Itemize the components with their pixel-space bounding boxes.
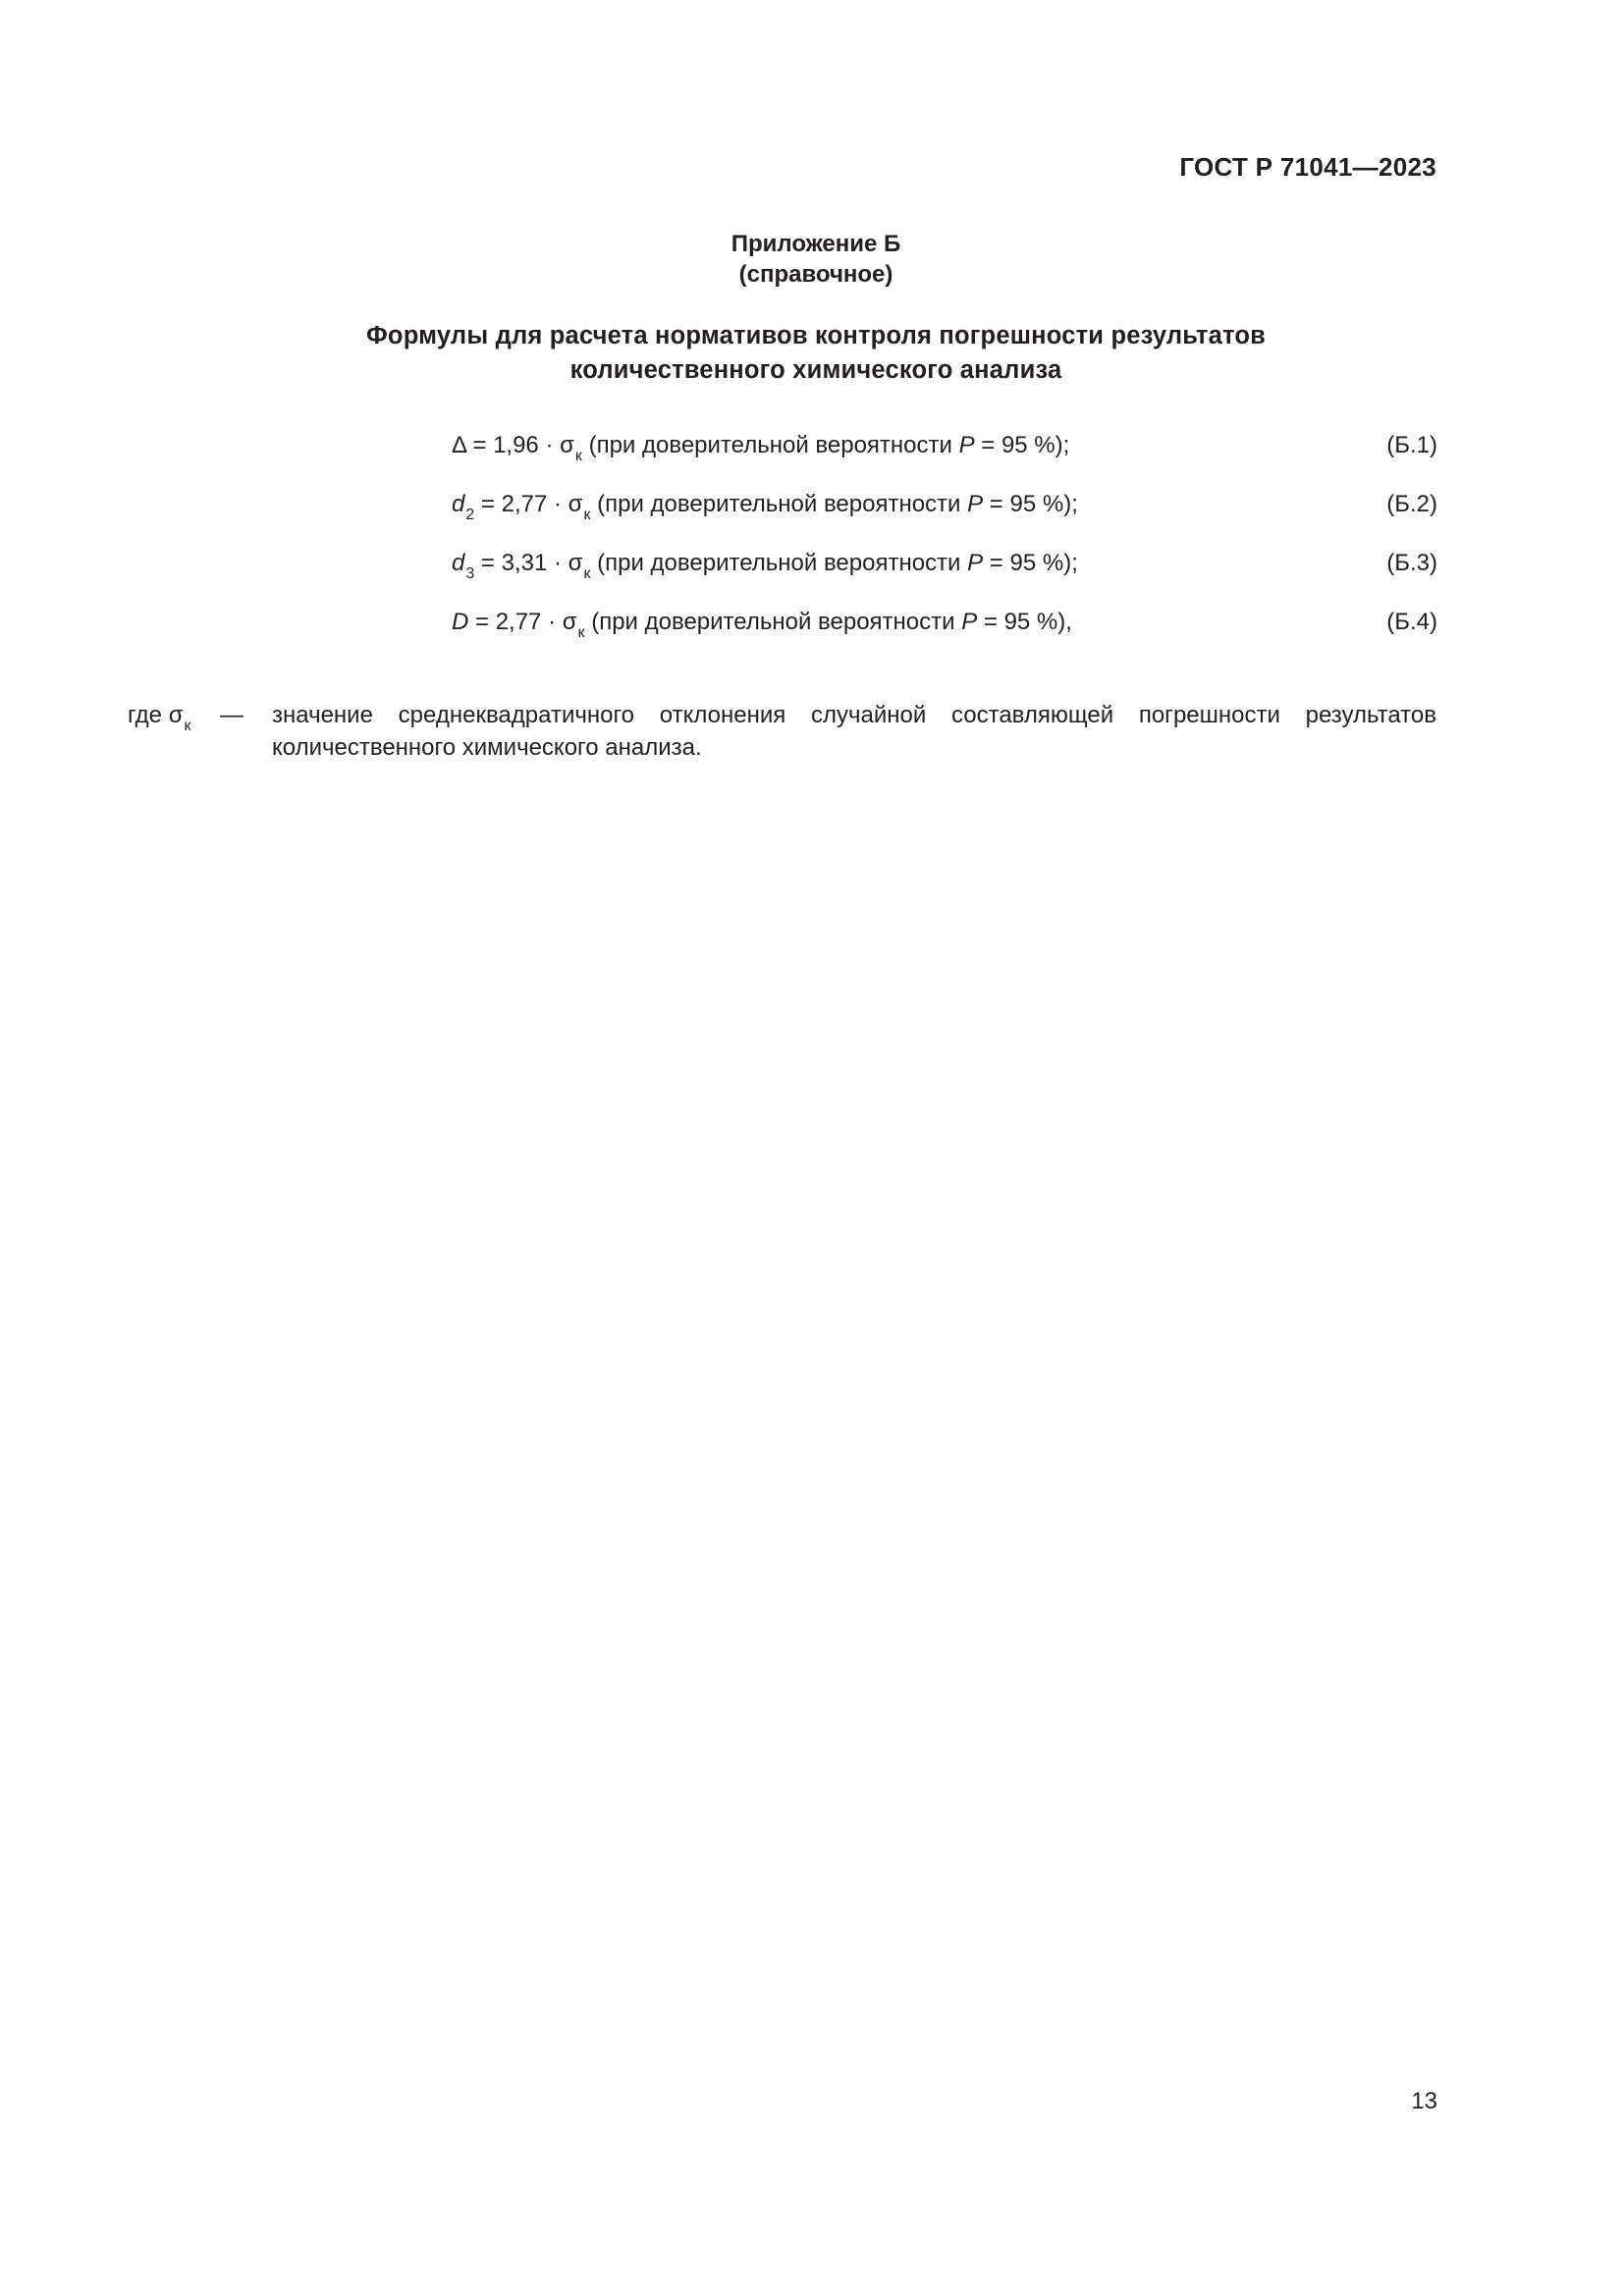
formula-expression: = 1,96 · σ bbox=[465, 432, 574, 458]
formula-b1 bbox=[452, 432, 1070, 464]
formula-condition-end: = 95 %), bbox=[977, 609, 1072, 635]
formula-condition-end: = 95 %); bbox=[974, 432, 1070, 458]
formula-condition: (при доверительной вероятности bbox=[581, 432, 959, 458]
formula-b3 bbox=[452, 550, 1078, 582]
formula-symbol: d bbox=[452, 550, 465, 576]
sigma-subscript: к bbox=[574, 448, 582, 464]
sigma-subscript: к bbox=[583, 565, 591, 582]
where-subscript: к bbox=[184, 718, 191, 734]
probability-symbol: P bbox=[967, 550, 984, 576]
formula-symbol: d bbox=[452, 491, 465, 517]
page-number: 13 bbox=[1411, 2088, 1437, 2114]
formula-number-b4: (Б.4) bbox=[1386, 609, 1437, 635]
symbol-subscript: 3 bbox=[465, 565, 475, 582]
section-title bbox=[0, 319, 1624, 388]
formula-b2 bbox=[452, 491, 1078, 523]
probability-symbol: P bbox=[961, 609, 978, 635]
formula-condition-end: = 95 %); bbox=[983, 491, 1078, 517]
probability-symbol: P bbox=[967, 491, 984, 517]
where-word: где σ bbox=[128, 702, 184, 728]
formula-symbol: Δ bbox=[452, 432, 466, 458]
formula-condition: (при доверительной вероятности bbox=[590, 491, 968, 517]
formula-b4 bbox=[452, 609, 1072, 641]
formula-number-b3: (Б.3) bbox=[1386, 550, 1437, 576]
formula-condition: (при доверительной вероятности bbox=[584, 609, 962, 635]
probability-symbol: P bbox=[958, 432, 975, 458]
where-dash: — bbox=[220, 702, 244, 728]
sigma-subscript: к bbox=[583, 507, 591, 523]
formula-number-b1: (Б.1) bbox=[1386, 432, 1437, 458]
formula-expression: = 2,77 · σ bbox=[474, 491, 583, 517]
section-title-line2: количественного химического анализа bbox=[569, 356, 1062, 384]
formula-expression: = 2,77 · σ bbox=[468, 609, 577, 635]
formula-number-b2: (Б.2) bbox=[1386, 491, 1437, 517]
symbol-subscript: 2 bbox=[465, 507, 475, 523]
where-definition: значение среднеквадратичного отклонения случайной составляющей погрешности результатов количественного химического анализа. bbox=[272, 702, 1436, 761]
section-title-line1: Формулы для расчета нормативов контроля погрешности результатов bbox=[365, 322, 1267, 349]
annex-status: (справочное) bbox=[738, 261, 893, 288]
formula-condition: (при доверительной вероятности bbox=[590, 550, 968, 576]
sigma-subscript: к bbox=[577, 624, 585, 641]
formula-symbol: D bbox=[452, 609, 469, 635]
formula-expression: = 3,31 · σ bbox=[474, 550, 583, 576]
annex-heading bbox=[0, 229, 1624, 290]
where-term bbox=[128, 699, 191, 734]
formula-condition-end: = 95 %); bbox=[983, 550, 1078, 576]
annex-title: Приложение Б bbox=[731, 231, 901, 257]
standard-code: ГОСТ Р 71041—2023 bbox=[1179, 152, 1436, 182]
